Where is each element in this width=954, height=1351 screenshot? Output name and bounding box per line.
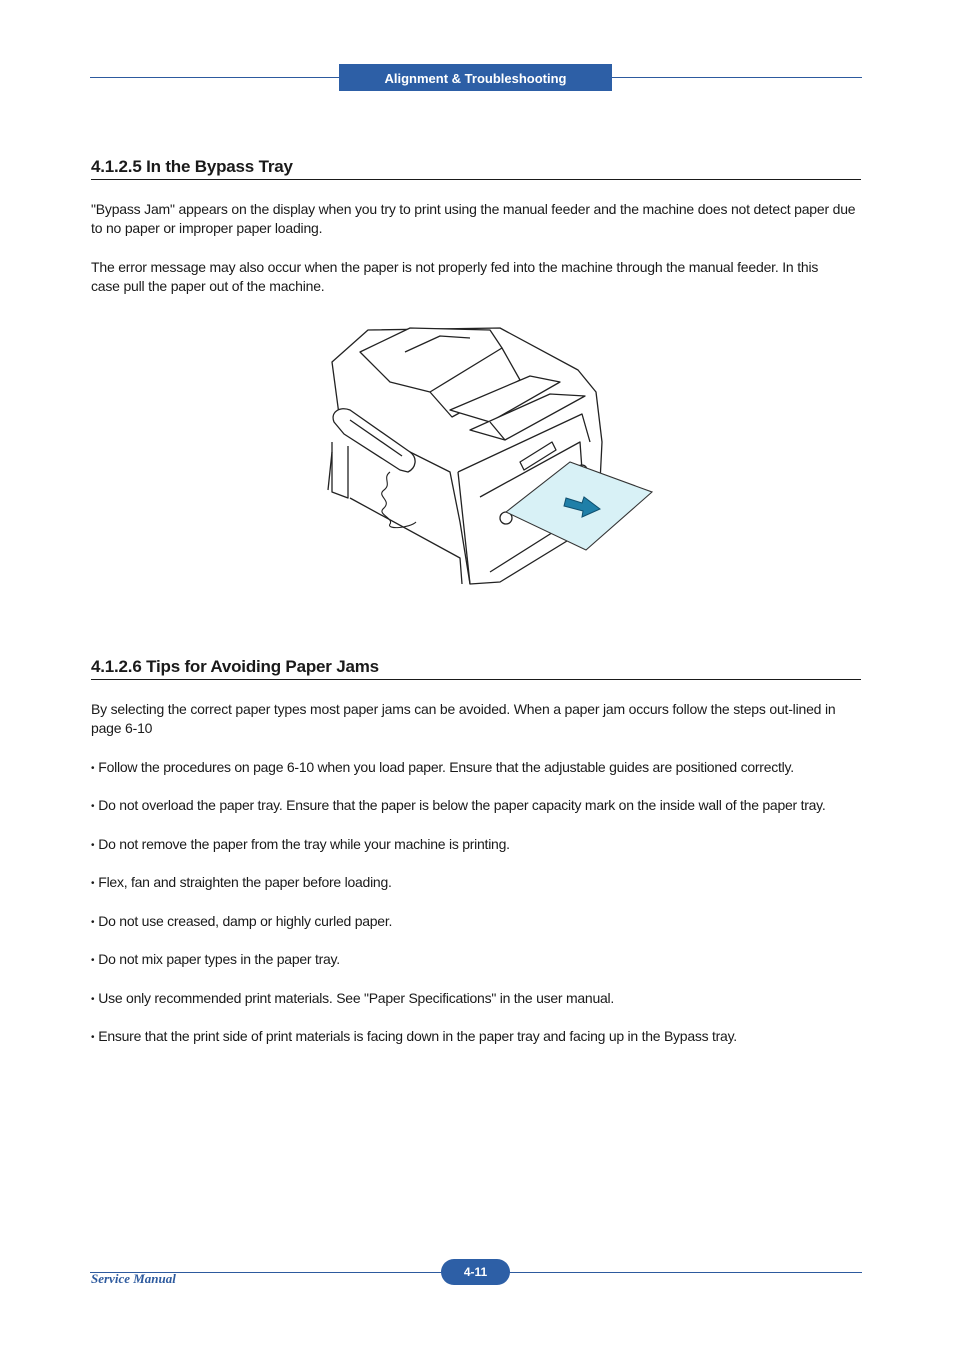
paragraph-bypass-jam: "Bypass Jam" appears on the display when you try to print using the manual feeder and the machine does not detect paper due to no paper or improper paper loading. [91, 201, 856, 236]
list-item: • Do not remove the paper from the tray while your machine is printing. [91, 836, 510, 852]
list-item: • Flex, fan and straighten the paper before loading. [91, 874, 392, 890]
page-number: 4-11 [441, 1259, 510, 1285]
list-item: • Use only recommended print materials. See "Paper Specifications" in the user manual. [91, 990, 615, 1006]
paragraph-error-message: The error message may also occur when the paper is not properly fed into the machine through the manual feeder. In this case pull the paper out of the machine. [91, 259, 819, 294]
bullet-icon: • [91, 994, 95, 1005]
bullet-icon: • [91, 801, 95, 812]
list-item: • Ensure that the print side of print materials is facing down in the paper tray and facing up in the Bypass tray. [91, 1028, 737, 1044]
list-item: • Do not overload the paper tray. Ensure that the paper is below the paper capacity mark on the inside wall of the paper tray. [91, 797, 826, 813]
footer-manual-label: Service Manual [91, 1271, 176, 1286]
list-item: • Follow the procedures on page 6-10 when you load paper. Ensure that the adjustable guides are positioned correctly. [91, 759, 794, 775]
section-heading-avoiding-jams: 4.1.2.6 Tips for Avoiding Paper Jams [91, 657, 861, 680]
section-tab: Alignment & Troubleshooting [339, 64, 612, 91]
paragraph-intro: By selecting the correct paper types most paper jams can be avoided. When a paper jam occurs follow the steps out-lined in page 6-10 [91, 701, 836, 736]
bullet-icon: • [91, 955, 95, 966]
bullet-icon: • [91, 1032, 95, 1043]
list-item: • Do not mix paper types in the paper tray. [91, 951, 340, 967]
list-item: • Do not use creased, damp or highly curled paper. [91, 913, 393, 929]
bullet-icon: • [91, 763, 95, 774]
printer-bypass-jam-illustration [320, 322, 660, 588]
bullet-icon: • [91, 840, 95, 851]
bullet-icon: • [91, 917, 95, 928]
section-heading-bypass-tray: 4.1.2.5 In the Bypass Tray [91, 157, 861, 180]
bullet-icon: • [91, 878, 95, 889]
